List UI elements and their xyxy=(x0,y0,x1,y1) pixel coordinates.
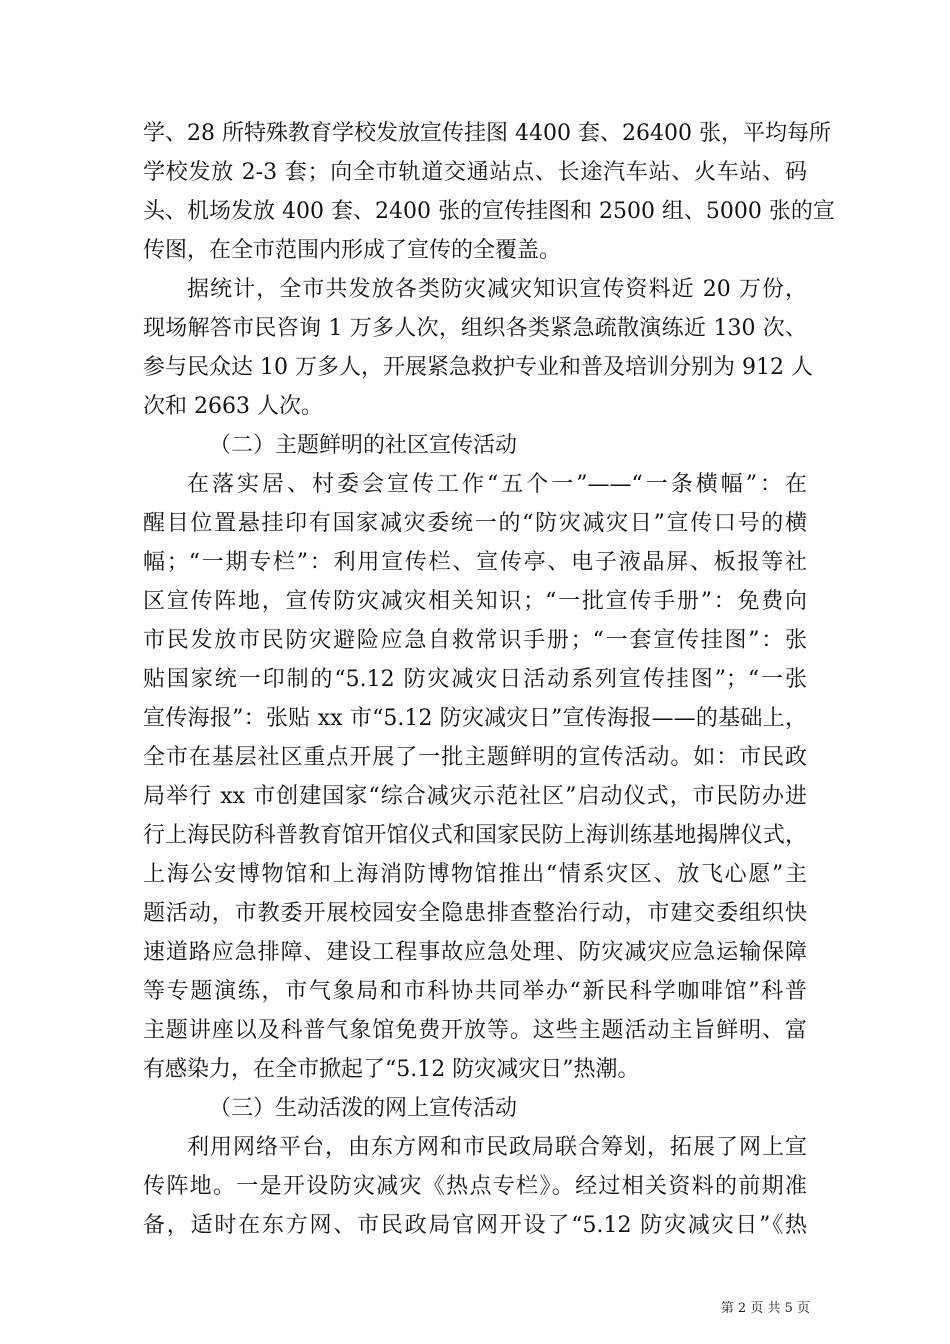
paragraph-first-line: 利用网络平台，由东方网和市民政局联合筹划，拓展了网上宣 xyxy=(187,1135,807,1160)
document-body xyxy=(143,114,835,1245)
page-number: 第 2 页 共 5 页 xyxy=(720,1301,810,1316)
text-line: 区宣传阵地，宣传防灾减灾相关知识；“一批宣传手册”：免费向 xyxy=(143,589,807,614)
text-line: 等专题演练，市气象局和市科协共同举办“新民科学咖啡馆”科普 xyxy=(143,979,807,1004)
text-line: 头、机场发放 400 套、2400 张的宣传挂图和 2500 组、5000 张的宣 xyxy=(143,199,835,224)
section-heading: （三）生动活泼的网上宣传活动 xyxy=(209,1096,518,1121)
text-line: 有感染力，在全市掀起了“5.12 防灾减灾日”热潮。 xyxy=(143,1057,640,1082)
text-line: 备，适时在东方网、市民政局官网开设了“5.12 防灾减灾日”《热 xyxy=(143,1213,807,1238)
text-line: 局举行 xx 市创建国家“综合减灾示范社区”启动仪式，市民防办进 xyxy=(143,784,807,809)
text-line: 醒目位置悬挂印有国家减灾委统一的“防灾减灾日”宣传口号的横 xyxy=(143,511,807,536)
text-line: 市民发放市民防灾避险应急自救常识手册；“一套宣传挂图”：张 xyxy=(143,628,807,653)
text-line: 学校发放 2-3 套；向全市轨道交通站点、长途汽车站、火车站、码 xyxy=(143,160,807,185)
text-line: 行上海民防科普教育馆开馆仪式和国家民防上海训练基地揭牌仪式， xyxy=(143,823,807,848)
text-line: 传阵地。一是开设防灾减灾《热点专栏》。经过相关资料的前期准 xyxy=(143,1174,807,1199)
text-line: 上海公安博物馆和上海消防博物馆推出“情系灾区、放飞心愿”主 xyxy=(143,862,807,887)
text-line: 全市在基层社区重点开展了一批主题鲜明的宣传活动。如：市民政 xyxy=(143,745,807,770)
text-line: 主题讲座以及科普气象馆免费开放等。这些主题活动主旨鲜明、富 xyxy=(143,1018,807,1043)
text-line: 贴国家统一印制的“5.12 防灾减灾日活动系列宣传挂图”；“一张 xyxy=(143,667,807,692)
section-heading: （二）主题鲜明的社区宣传活动 xyxy=(209,433,518,458)
paragraph-first-line: 在落实居、村委会宣传工作“五个一”——“一条横幅”：在 xyxy=(187,472,807,497)
text-line: 幅；“一期专栏”：利用宣传栏、宣传亭、电子液晶屏、板报等社 xyxy=(143,550,807,575)
text-line: 现场解答市民咨询 1 万多人次，组织各类紧急疏散演练近 130 次、 xyxy=(143,316,807,341)
text-line: 次和 2663 人次。 xyxy=(143,394,323,419)
text-line: 传图，在全市范围内形成了宣传的全覆盖。 xyxy=(143,238,562,263)
text-line: 速道路应急排障、建设工程事故应急处理、防灾减灾应急运输保障 xyxy=(143,940,807,965)
text-line: 宣传海报”：张贴 xx 市“5.12 防灾减灾日”宣传海报——的基础上， xyxy=(143,706,807,731)
text-line: 参与民众达 10 万多人，开展紧急救护专业和普及培训分别为 912 人 xyxy=(143,355,813,380)
paragraph-first-line: 据统计，全市共发放各类防灾减灾知识宣传资料近 20 万份， xyxy=(187,277,807,302)
text-line: 学、28 所特殊教育学校发放宣传挂图 4400 套、26400 张，平均每所 xyxy=(143,121,831,146)
text-line: 题活动，市教委开展校园安全隐患排查整治行动，市建交委组织快 xyxy=(143,901,807,926)
